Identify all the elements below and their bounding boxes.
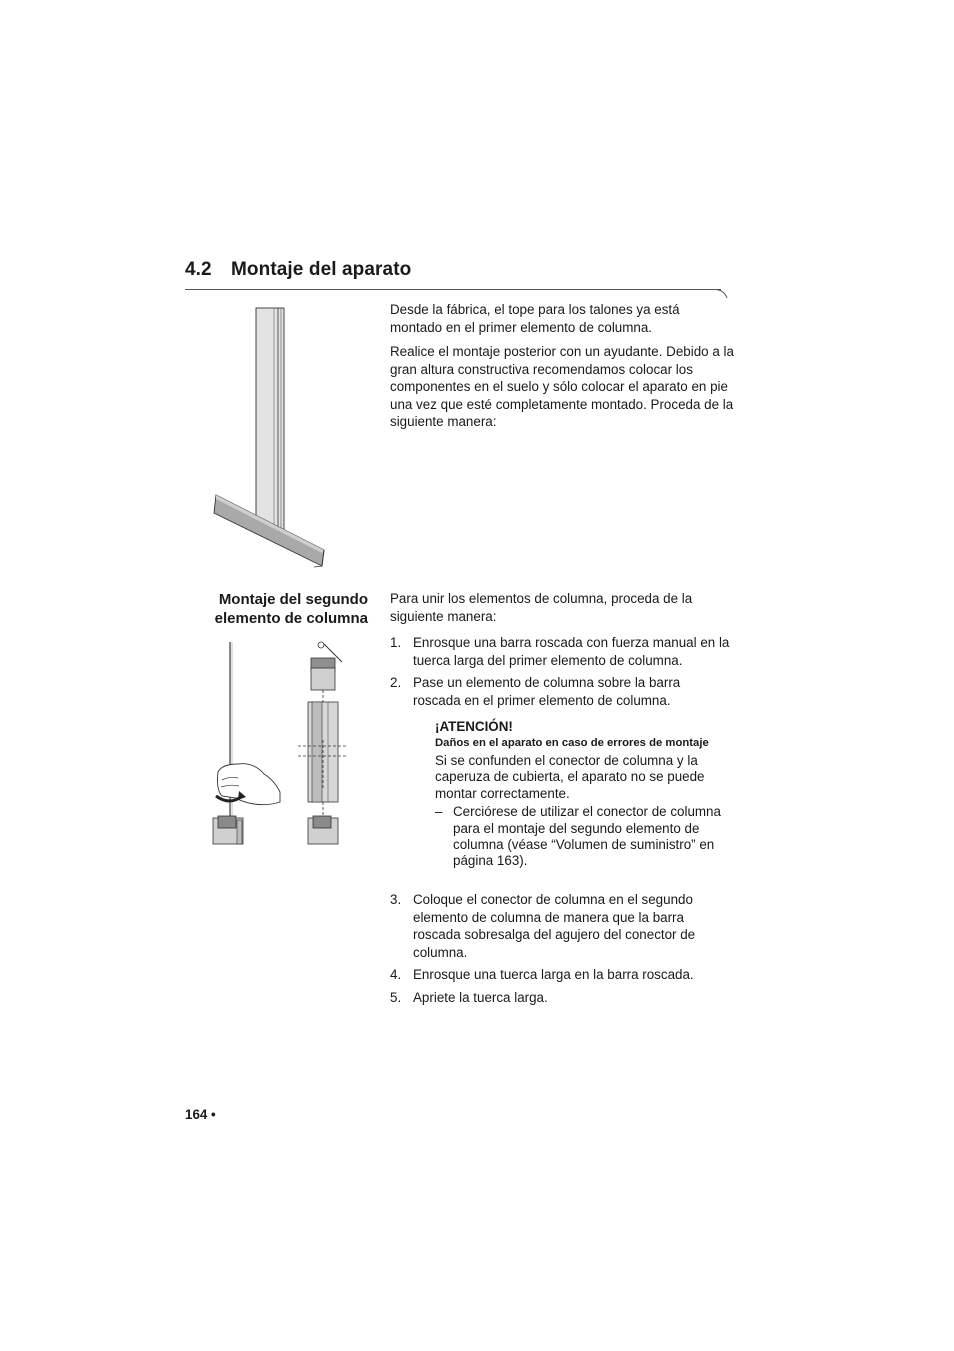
warning-block — [435, 719, 733, 870]
step-number: 4. — [390, 967, 402, 983]
step-number: 1. — [390, 635, 402, 650]
step-text: Pase un elemento de columna sobre la barra roscada en el primer elemento de columna. — [413, 675, 681, 708]
subsection-heading-line1: Montaje del segundo — [218, 591, 368, 608]
list-item — [390, 674, 730, 709]
step-text: Enrosque una tuerca larga en la barra roscada. — [413, 967, 694, 983]
subsection-heading — [190, 590, 368, 628]
section-title-text: Montaje del aparato — [231, 259, 412, 280]
warning-text: Si se confunden el conector de columna y la caperuza de cubierta, el aparato no se puede montar correctamente. — [435, 753, 705, 801]
section-rule — [185, 289, 721, 290]
warning-title: ¡ATENCIÓN! — [435, 719, 513, 734]
step-text: Coloque el conector de columna en el segundo elemento de columna de manera que la barra roscada sobresalga del agujero del conector de columna. — [413, 892, 696, 960]
subsection-heading-line2: elemento de columna — [214, 610, 368, 627]
step-number: 3. — [390, 892, 402, 907]
step-number: 5. — [390, 989, 402, 1005]
warning-subtitle: Daños en el aparato en caso de errores de montaje — [435, 737, 709, 749]
steps-list-bottom — [390, 891, 730, 1007]
list-item — [390, 891, 730, 961]
section-title — [185, 259, 411, 281]
list-item — [390, 989, 730, 1007]
steps-list-top — [390, 634, 730, 709]
bullet-dash: – — [435, 804, 443, 820]
column-heel-stop-illustration — [212, 305, 340, 570]
list-item — [390, 966, 730, 984]
list-item — [390, 634, 730, 669]
section-rule-corner — [714, 289, 728, 299]
section-number: 4.2 — [185, 259, 212, 280]
subsection-intro: Para unir los elementos de columna, proceda de la siguiente manera: — [390, 591, 693, 624]
intro-paragraph-1: Desde la fábrica, el tope para los talones ya está montado en el primer elemento de columna. — [390, 302, 680, 335]
warning-bullet — [435, 804, 733, 870]
page-number: 164 • — [185, 1107, 216, 1122]
warning-bullet-text: Cerciórese de utilizar el conector de columna para el montaje del segundo elemento de columna (véase “Volumen de suministro” en página 163). — [453, 804, 721, 869]
intro-paragraph-2: Realice el montaje posterior con un ayudante. Debido a la gran altura constructiva recomendamos colocar los componentes en el suelo y sólo colocar el aparato en pie una vez que esté completamente montado. Proceda de la siguiente manera: — [390, 344, 734, 430]
column-assembly-illustration — [208, 640, 356, 846]
step-text: Apriete la tuerca larga. — [413, 989, 548, 1005]
step-number: 2. — [390, 675, 402, 691]
step-text: Enrosque una barra roscada con fuerza manual en la tuerca larga del primer elemento de columna. — [413, 635, 730, 668]
